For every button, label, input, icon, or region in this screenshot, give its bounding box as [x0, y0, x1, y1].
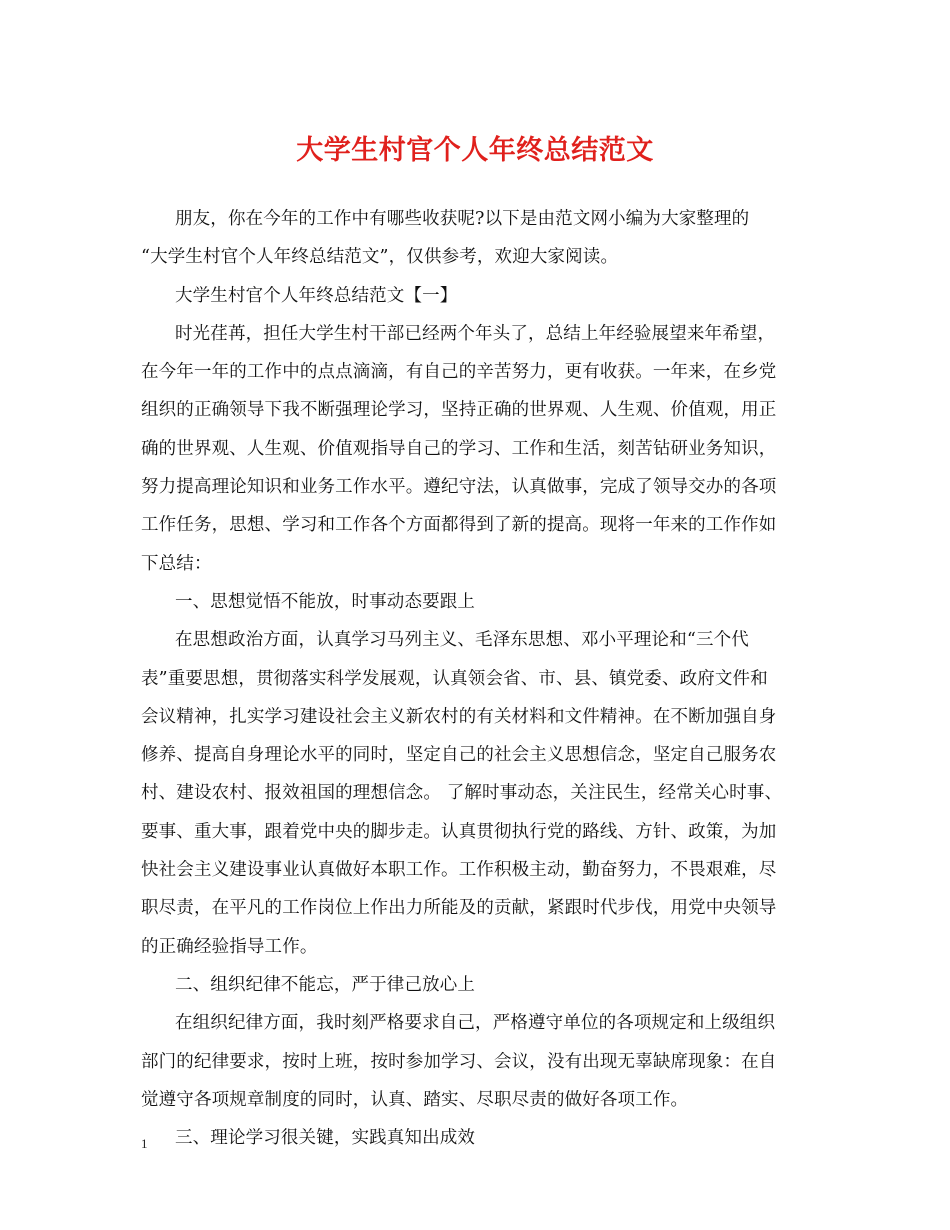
paragraph-line: 工作任务，思想、学习和工作各个方面都得到了新的提高。现将一年来的工作作如	[141, 515, 777, 536]
paragraph-line: 的正确经验指导工作。	[141, 936, 318, 957]
section-heading: 一、思想觉悟不能放，时事动态要跟上	[175, 591, 476, 612]
paragraph-line: 会议精神，扎实学习建设社会主义新农村的有关材料和文件精神。在不断加强自身	[141, 706, 777, 727]
paragraph-line: 时光荏苒，担任大学生村干部已经两个年头了，总结上年经验展望来年希望，	[175, 323, 776, 344]
paragraph-line: 朋友，你在今年的工作中有哪些收获呢?以下是由范文网小编为大家整理的	[175, 209, 750, 229]
document-body	[141, 200, 811, 1157]
paragraph-line: 在组织纪律方面，我时刻严格要求自己，严格遵守单位的各项规定和上级组织	[175, 1013, 776, 1034]
paragraph-line: 部门的纪律要求，按时上班，按时参加学习、会议，没有出现无辜缺席现象：在自	[141, 1051, 777, 1072]
paragraph-line: 组织的正确领导下我不断强理论学习，坚持正确的世界观、人生观、价值观，用正	[141, 400, 777, 421]
paragraph-line: 要事、重大事，跟着党中央的脚步走。认真贯彻执行党的路线、方针、政策，为加	[141, 821, 777, 842]
paragraph-line: “大学生村官个人年终总结范文”，仅供参考，欢迎大家阅读。	[141, 247, 619, 268]
section-heading: 二、组织纪律不能忘，严于律己放心上	[175, 974, 476, 995]
paragraph-line: 村、建设农村、报效祖国的理想信念。 了解时事动态，关注民生，经常关心时事、	[141, 783, 783, 804]
page-number: 1	[141, 1136, 148, 1151]
paragraph-line: 修养、提高自身理论水平的同时，坚定自己的社会主义思想信念，坚定自己服务农	[141, 745, 777, 766]
paragraph-line: 职尽责，在平凡的工作岗位上作出力所能及的贡献，紧跟时代步伐，用党中央领导	[141, 898, 777, 919]
paragraph-line: 确的世界观、人生观、价值观指导自己的学习、工作和生活，刻苦钻研业务知识，	[141, 438, 777, 459]
paragraph-line: 在思想政治方面，认真学习马列主义、毛泽东思想、邓小平理论和“三个代	[175, 630, 749, 651]
paragraph-line: 下总结：	[141, 553, 212, 574]
paragraph-line: 表”重要思想，贯彻落实科学发展观，认真领会省、市、县、镇党委、政府文件和	[141, 668, 768, 689]
section-heading: 三、理论学习很关键，实践真知出成效	[175, 1128, 476, 1149]
document-title: 大学生村官个人年终总结范文	[296, 135, 654, 166]
paragraph-line: 努力提高理论知识和业务工作水平。遵纪守法，认真做事，完成了领导交办的各项	[141, 477, 777, 498]
paragraph-line: 觉遵守各项规章制度的同时，认真、踏实、尽职尽责的做好各项工作。	[141, 1089, 689, 1110]
section-heading: 大学生村官个人年终总结范文【一】	[175, 285, 458, 306]
paragraph-line: 在今年一年的工作中的点点滴滴，有自己的辛苦努力，更有收获。一年来，在乡党	[141, 362, 777, 383]
paragraph-line: 快社会主义建设事业认真做好本职工作。工作积极主动，勤奋努力，不畏艰难，尽	[141, 860, 777, 881]
